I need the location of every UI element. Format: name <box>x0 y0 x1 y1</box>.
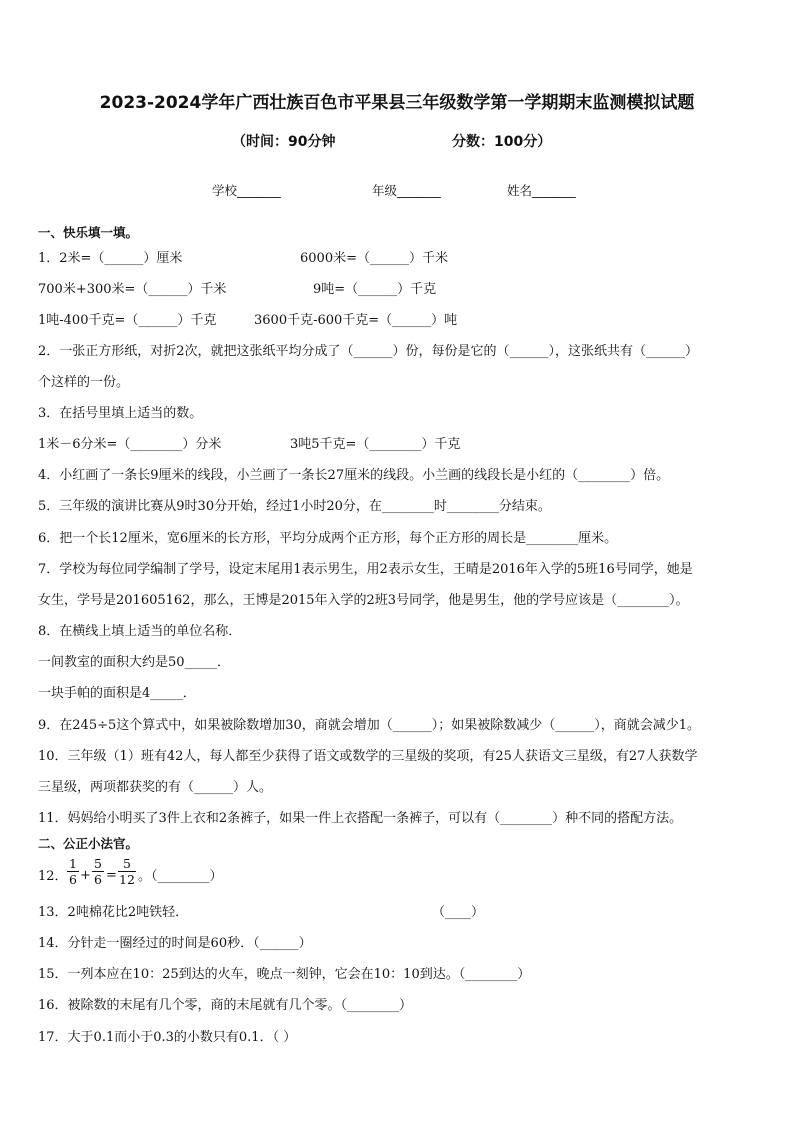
question-10-line1: 10．三年级（1）班有42人，每人都至少获得了语文或数学的三星级的奖项，有25人获语文三星级，有27人获数学 <box>38 749 698 764</box>
section-1-heading: 一、快乐填一填。 <box>38 225 139 240</box>
total-score: 分数：100分） <box>452 134 552 150</box>
question-3b: 3吨5千克=（________）千克 <box>290 437 461 452</box>
time-limit: （时间：90分钟 <box>232 134 336 150</box>
question-1a: 1．2米=（______）厘米 <box>38 251 183 266</box>
question-14: 14．分针走一圈经过的时间是60秒．（______） <box>38 936 312 951</box>
school-field: 学校_______ <box>212 183 281 198</box>
question-6: 6．把一个长12厘米，宽6厘米的长方形，平均分成两个正方形，每个正方形的周长是________厘米。 <box>38 531 618 546</box>
question-8: 8．在横线上填上适当的单位名称． <box>38 624 242 639</box>
exam-title: 2023-2024学年广西壮族百色市平果县三年级数学第一学期期末监测模拟试题 <box>99 93 695 113</box>
fraction-denominator: 6 <box>69 872 77 887</box>
question-1d: 9吨=（______）千克 <box>313 282 437 297</box>
question-4: 4．小红画了一条长9厘米的线段，小兰画了一条长27厘米的线段。小兰画的线段长是小红的（________）倍。 <box>38 468 670 483</box>
section-2-heading: 二、公正小法官。 <box>38 836 139 851</box>
fraction-numerator: 5 <box>123 856 131 871</box>
question-5: 5．三年级的演讲比赛从9时30分开始，经过1小时20分，在________时________分结束。 <box>38 499 551 514</box>
question-13-answer: （____） <box>432 905 485 920</box>
question-7-line2: 女生，学号是201605162，那么，王博是2015年入学的2班3号同学，他是男生，他的学号应该是（________）。 <box>38 593 689 608</box>
grade-field: 年级_______ <box>372 183 441 198</box>
question-9: 9．在245÷5这个算式中，如果被除数增加30，商就会增加（______）；如果被除数减少（______），商就会减少1。 <box>38 718 701 733</box>
question-16: 16．被除数的末尾有几个零，商的末尾就有几个零。（________） <box>38 998 413 1013</box>
fraction-numerator: 1 <box>69 856 77 871</box>
question-10-line2: 三星级，两项都获奖的有（______）人。 <box>38 780 273 795</box>
fraction-numerator: 5 <box>94 856 102 871</box>
fraction-five-sixths <box>92 856 104 887</box>
name-field: 姓名_______ <box>507 183 576 198</box>
fraction-denominator: 6 <box>94 872 102 887</box>
plus-sign: + <box>80 868 91 883</box>
question-12-answer: 。（________） <box>138 869 223 884</box>
fraction-denominator: 12 <box>119 872 135 887</box>
question-11: 11．妈妈给小明买了3件上衣和2条裤子，如果一件上衣搭配一条裤子，可以有（________）种不同的搭配方法。 <box>38 811 683 826</box>
question-1c: 700米+300米=（______）千米 <box>38 282 227 297</box>
question-1e: 1吨-400千克=（______）千克 <box>38 313 217 328</box>
question-3: 3．在括号里填上适当的数。 <box>38 406 203 421</box>
question-12-number: 12． <box>38 869 68 884</box>
fraction-one-sixth <box>67 856 79 887</box>
question-1b: 6000米=（______）千米 <box>300 251 448 266</box>
question-2-line1: 2．一张正方形纸，对折2次，就把这张纸平均分成了（______）份，每份是它的（______），这张纸共有（______） <box>38 344 699 359</box>
question-1f: 3600千克-600千克=（______）吨 <box>254 313 458 328</box>
fraction-five-twelfths <box>118 856 136 887</box>
question-8a: 一间教室的面积大约是50_____． <box>38 655 231 670</box>
question-3a: 1米－6分米=（________）分米 <box>38 437 222 452</box>
question-17: 17．大于0.1而小于0.3的小数只有0.1．（ ） <box>38 1030 297 1045</box>
question-2-line2: 个这样的一份。 <box>38 375 130 390</box>
question-7-line1: 7．学校为每位同学编制了学号，设定末尾用1表示男生，用2表示女生，王晴是2016年入学的5班16号同学，她是 <box>38 562 693 577</box>
equals-sign: = <box>106 868 117 883</box>
question-8b: 一块手帕的面积是4_____． <box>38 686 196 701</box>
question-13: 13．2吨棉花比2吨铁轻． <box>38 905 189 920</box>
question-15: 15．一列本应在10：25到达的火车，晚点一刻钟，它会在10：10到达。（________） <box>38 967 531 982</box>
